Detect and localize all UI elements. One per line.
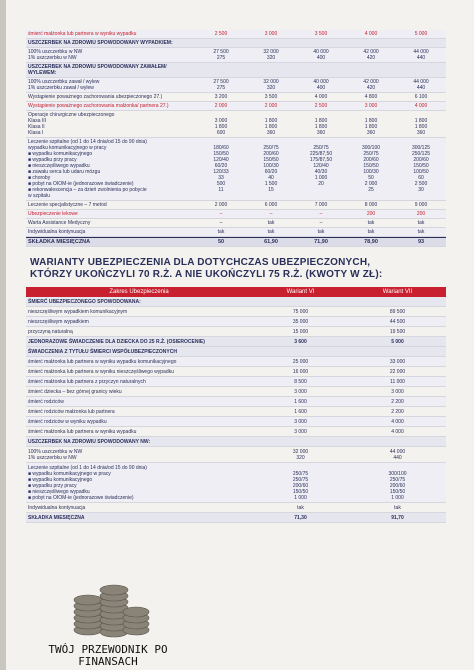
table-row — [26, 93, 446, 102]
row-label: śmierć małżonka lub partnera w wyniku wypadku — [28, 31, 137, 37]
variant-vi-value: 71,30 — [294, 514, 307, 521]
row-value: 9 000 — [414, 202, 428, 208]
row-label: Wystąpienie poważnego zachorowania ubezpieczonego 27.) — [28, 94, 163, 100]
row-label: śmierć małżonka lub partnera w wyniku wypadku — [28, 428, 137, 435]
table-row — [26, 210, 446, 219]
variant-vii-value: 4 000 — [391, 418, 404, 425]
table-row — [26, 228, 446, 237]
variant-vii-value — [349, 347, 446, 356]
row-value: 78,90 — [364, 239, 378, 245]
variant-vi-value: 3 000 — [294, 428, 307, 435]
variant-vii-value — [349, 297, 446, 306]
row-value: 32 000 320 — [263, 79, 279, 91]
variant-vii-value: 5 000 — [391, 338, 404, 345]
row-label: śmierć rodziców — [28, 398, 64, 405]
row-label: Indywidualna kontynuacja — [28, 229, 86, 235]
table-row — [26, 307, 446, 317]
row-value — [296, 63, 346, 65]
table-row — [26, 503, 446, 513]
variant-vii-value: 44 000 440 — [389, 448, 406, 461]
table-row — [26, 447, 446, 463]
row-value: 4 000 — [314, 94, 328, 100]
variant-vii-value: 91,70 — [391, 514, 404, 521]
variant-vii-value: 2 200 — [391, 408, 404, 415]
row-label: ŚMIERĆ UBEZPIECZONEGO SPOWODOWANA: — [28, 298, 141, 305]
row-label: śmierć rodziców w wyniku wypadku — [28, 418, 107, 425]
row-value: 6 000 — [264, 202, 278, 208]
row-value: 61,90 — [264, 239, 278, 245]
row-value: 300/125 250/125 200/60 150/50 100/50 60 2 500 30 — [411, 145, 431, 193]
section-header-row — [26, 513, 446, 523]
variant-vi-value: 250/75 250/75 200/60 150/50 1 000 — [292, 470, 309, 501]
variant-vii-value: 89 500 — [389, 308, 406, 315]
table-row — [26, 377, 446, 387]
variant-vi-value: 75 000 — [292, 308, 309, 315]
row-label: Indywidualna kontynuacja — [28, 504, 86, 511]
footer-line-1: TWÓJ PRZEWODNIK PO — [48, 643, 168, 656]
variant-vii-value: tak — [394, 504, 401, 511]
table-row — [26, 407, 446, 417]
page-edge — [0, 0, 6, 670]
table-row — [26, 367, 446, 377]
table-row — [26, 138, 446, 201]
monthly-premium-row — [26, 237, 446, 247]
table-row — [26, 317, 446, 327]
variant-vi-value: 35 000 — [292, 318, 309, 325]
table2-header — [26, 287, 446, 297]
row-value: 200 — [416, 211, 426, 217]
row-value: tak — [267, 220, 275, 226]
row-label: SKŁADKA MIESIĘCZNA — [28, 514, 85, 521]
variant-vii-value: 19 500 — [389, 328, 406, 335]
row-value: 3 000 — [264, 31, 278, 37]
header-variant-vii: Wariant VII — [382, 289, 413, 295]
row-value: 32 000 320 — [263, 49, 279, 61]
variant-vi-value: 3 000 — [294, 418, 307, 425]
insurance-table-1 — [26, 30, 446, 247]
variant-vi-value: 25 000 — [292, 358, 309, 365]
row-label: USZCZERBEK NA ZDROWIU SPOWODOWANY NW: — [28, 438, 151, 445]
variant-vi-value — [252, 437, 349, 446]
variant-vi-value — [252, 347, 349, 356]
section-header-row — [26, 347, 446, 357]
table-row — [26, 427, 446, 437]
row-value: tak — [317, 229, 325, 235]
section-header-row — [26, 297, 446, 307]
row-value: 2 000 — [214, 103, 228, 109]
row-label: 100% uszczerbku w NW 1% uszczerbku w NW — [28, 448, 83, 461]
row-value: 3 500 — [314, 31, 328, 37]
variant-vii-value: 11 000 — [390, 378, 405, 385]
table-row — [26, 48, 446, 63]
row-value — [396, 63, 446, 65]
row-value: 3 000 — [364, 103, 378, 109]
variant-vi-value: 8 500 — [294, 378, 307, 385]
row-value: 6 100 — [414, 94, 428, 100]
row-value: 2 000 — [214, 202, 228, 208]
section-header-row — [26, 437, 446, 447]
table-row — [26, 111, 446, 138]
row-value: – — [269, 211, 273, 217]
variant-vi-value: 3 600 — [294, 338, 307, 345]
row-label: Leczenie specjalistyczne – 7 metod — [28, 202, 107, 208]
table-row — [26, 387, 446, 397]
variant-vi-value: 1 600 — [294, 398, 307, 405]
row-label: nieszczęśliwym wypadkiem komunikacyjnym — [28, 308, 128, 315]
variant-vi-value: 3 000 — [294, 388, 307, 395]
row-value: tak — [367, 229, 375, 235]
row-label: śmierć małżonka lub partnera z przyczyn naturalnych — [28, 378, 146, 385]
row-value: tak — [417, 229, 425, 235]
variant-vii-value: 22 000 — [389, 368, 406, 375]
row-value: – — [319, 211, 323, 217]
header-variant-vi: Wariant VI — [286, 289, 315, 295]
row-value: 93 — [417, 239, 425, 245]
section-header-row — [26, 63, 446, 78]
table-row — [26, 78, 446, 93]
row-label: USZCZERBEK NA ZDROWIU SPOWODOWANY ZAWAŁEM/ WYLEWEM: — [28, 64, 167, 76]
section-header-row — [26, 39, 446, 48]
section-header-row — [26, 337, 446, 347]
row-value: 40 000 400 — [313, 79, 329, 91]
row-label: śmierć małżonka lub partnera w wyniku wypadku komunikacyjnego — [28, 358, 177, 365]
row-label: Wystąpienie poważnego zachorowania małżonka/ partnera 27.) — [28, 103, 169, 109]
row-value: 5 000 — [414, 31, 428, 37]
insurance-table-2 — [26, 297, 446, 523]
row-value — [196, 63, 246, 65]
row-label: Ubezpieczenie lekowe — [28, 211, 78, 217]
variant-vii-value: 300/100 250/75 200/60 150/50 1 000 — [388, 470, 407, 501]
footer-title — [4, 644, 212, 668]
row-value: 1 800 1 800 360 — [364, 118, 378, 136]
table-row — [26, 201, 446, 210]
row-label: ŚWIADCZENIA Z TYTUŁU ŚMIERCI WSPÓŁUBEZPIECZONYCH — [28, 348, 177, 355]
row-value: 2 500 — [314, 103, 328, 109]
table-row — [26, 219, 446, 228]
row-label: Operacje chirurgiczne ubezpieczonego Klasa III Klasa II Klasa I — [28, 112, 115, 136]
row-value: 4 000 — [364, 31, 378, 37]
variant-vii-value — [349, 437, 446, 446]
row-value: 2 500 — [214, 31, 228, 37]
row-label: SKŁADKA MIESIĘCZNA — [28, 239, 91, 245]
row-label: śmierć rodziców małżonka lub partnera — [28, 408, 115, 415]
row-value: 180/60 150/50 120/40 60/20 120/33 33 500 11 — [213, 145, 229, 193]
row-label: przyczyną naturalną — [28, 328, 73, 335]
table-row — [26, 357, 446, 367]
row-value: tak — [217, 229, 225, 235]
row-value: tak — [367, 220, 375, 226]
section-title: WARIANTY UBEZPIECZENIA DLA DOTYCHCZAS UBEZPIECZONYCH, KTÓRZY UKOŃCZYLI 70 R.Ż. A NIE UKOŃCZYLI 75 R.Ż. (KWOTY W ZŁ): — [30, 257, 383, 280]
document-page — [26, 30, 446, 523]
row-value: 50 — [217, 239, 225, 245]
header-scope: Zakres Ubezpieczenia — [109, 289, 169, 295]
row-label: Leczenie szpitalne (od 1 do 14 dnia/od 15 do 90 dnia) wypadku komunikacyjnego w pracy ■ wypadku komunikacyjnego ■ wypadku przy pracy ■ nieszczęśliwego wypadku ■ zawału serca lub udaru mózgu ■ choroby ■ pobyt na OIOM-ie (jednorazowe świadczenie) ■ rekonwalescencja – za dzień zwolnienia po pobycie w szpitalu — [28, 139, 147, 199]
row-value: 250/75 225/87,50 175/87,50 120/40 40/30 1 000 20 — [309, 145, 333, 187]
table-row — [26, 102, 446, 111]
variant-vii-value: 2 200 — [391, 398, 404, 405]
row-value: tak — [417, 220, 425, 226]
row-value: 250/75 200/60 150/50 100/30 60/20 40 1 500 15 — [263, 145, 279, 193]
row-label: 100% uszczerbku zawał / wylew 1% uszczerbku zawał / wylew — [28, 79, 100, 91]
row-label: Warta Assistance Medyczny — [28, 220, 91, 226]
row-value — [346, 39, 396, 41]
row-value — [196, 39, 246, 41]
row-value — [346, 63, 396, 65]
variant-vii-value: 33 000 — [389, 358, 406, 365]
row-value: – — [219, 220, 223, 226]
table-row — [26, 463, 446, 503]
row-value: 1 800 1 800 360 — [264, 118, 278, 136]
row-value: – — [219, 211, 223, 217]
row-value: 7 000 — [314, 202, 328, 208]
row-value: tak — [267, 229, 275, 235]
row-label: nieszczęśliwym wypadkiem — [28, 318, 89, 325]
row-label: JEDNORAZOWE ŚWIADCZENIE DLA DZIECKA DO 25 R.Ż. (OSIEROCENIE) — [28, 338, 205, 345]
row-value: 1 800 1 800 360 — [414, 118, 428, 136]
row-value: 4 800 — [364, 94, 378, 100]
row-value: 2 000 — [264, 103, 278, 109]
variant-vi-value — [252, 297, 349, 306]
row-label: USZCZERBEK NA ZDROWIU SPOWODOWANY WYPADKIEM: — [28, 40, 173, 46]
row-value: 300/100 250/75 200/60 150/50 100/30 50 2 000 25 — [361, 145, 381, 193]
row-value — [246, 39, 296, 41]
row-value: 1 800 1 800 360 — [314, 118, 328, 136]
row-value: 71,90 — [314, 239, 328, 245]
variant-vi-value: 1 600 — [294, 408, 307, 415]
table-row — [26, 397, 446, 407]
variant-vi-value: 16 000 — [292, 368, 309, 375]
row-value: 3 500 — [264, 94, 278, 100]
variant-vii-value: 3 000 — [391, 388, 404, 395]
variant-vii-value: 44 500 — [389, 318, 406, 325]
row-value: 42 000 420 — [363, 79, 379, 91]
row-value: 3 200 — [214, 94, 228, 100]
row-value: 27 500 275 — [213, 49, 229, 61]
row-value: 4 000 — [414, 103, 428, 109]
row-value: 8 000 — [364, 202, 378, 208]
row-label: śmierć małżonka lub partnera w wyniku nieszczęśliwego wypadku — [28, 368, 174, 375]
row-value: 27 500 275 — [213, 79, 229, 91]
variant-vi-value: tak — [297, 504, 304, 511]
row-value — [296, 39, 346, 41]
row-value: 44 000 440 — [413, 79, 429, 91]
row-value: 42 000 420 — [363, 49, 379, 61]
footer-line-2: FINANSACH — [78, 655, 138, 668]
table-row — [26, 417, 446, 427]
variant-vi-value: 15 000 — [292, 328, 309, 335]
coin-stack-illustration — [68, 580, 152, 638]
row-value — [246, 63, 296, 65]
row-label: Leczenie szpitalne (od 1 do 14 dnia/od 15 do 90 dnia) ■ wypadku komunikacyjnego w pracy ■ wypadku komunikacyjnego ■ wypadku przy pracy ■ nieszczęśliwego wypadku ■ pobyt na OIOM-ie (jednorazowe świadczenie) — [28, 464, 147, 501]
table-row — [26, 30, 446, 39]
row-value: 40 000 400 — [313, 49, 329, 61]
row-value: 44 000 440 — [413, 49, 429, 61]
row-value: – — [319, 220, 323, 226]
variant-vi-value: 32 000 320 — [292, 448, 309, 461]
row-label: 100% uszczerbku w NW 1% uszczerbku w NW — [28, 49, 83, 61]
row-value: 3 000 1 800 600 — [214, 118, 228, 136]
row-value — [396, 39, 446, 41]
variant-vii-value: 4 000 — [391, 428, 404, 435]
row-value: 200 — [366, 211, 376, 217]
table-row — [26, 327, 446, 337]
row-label: śmierć dziecka – bez górnej granicy wieku — [28, 388, 122, 395]
